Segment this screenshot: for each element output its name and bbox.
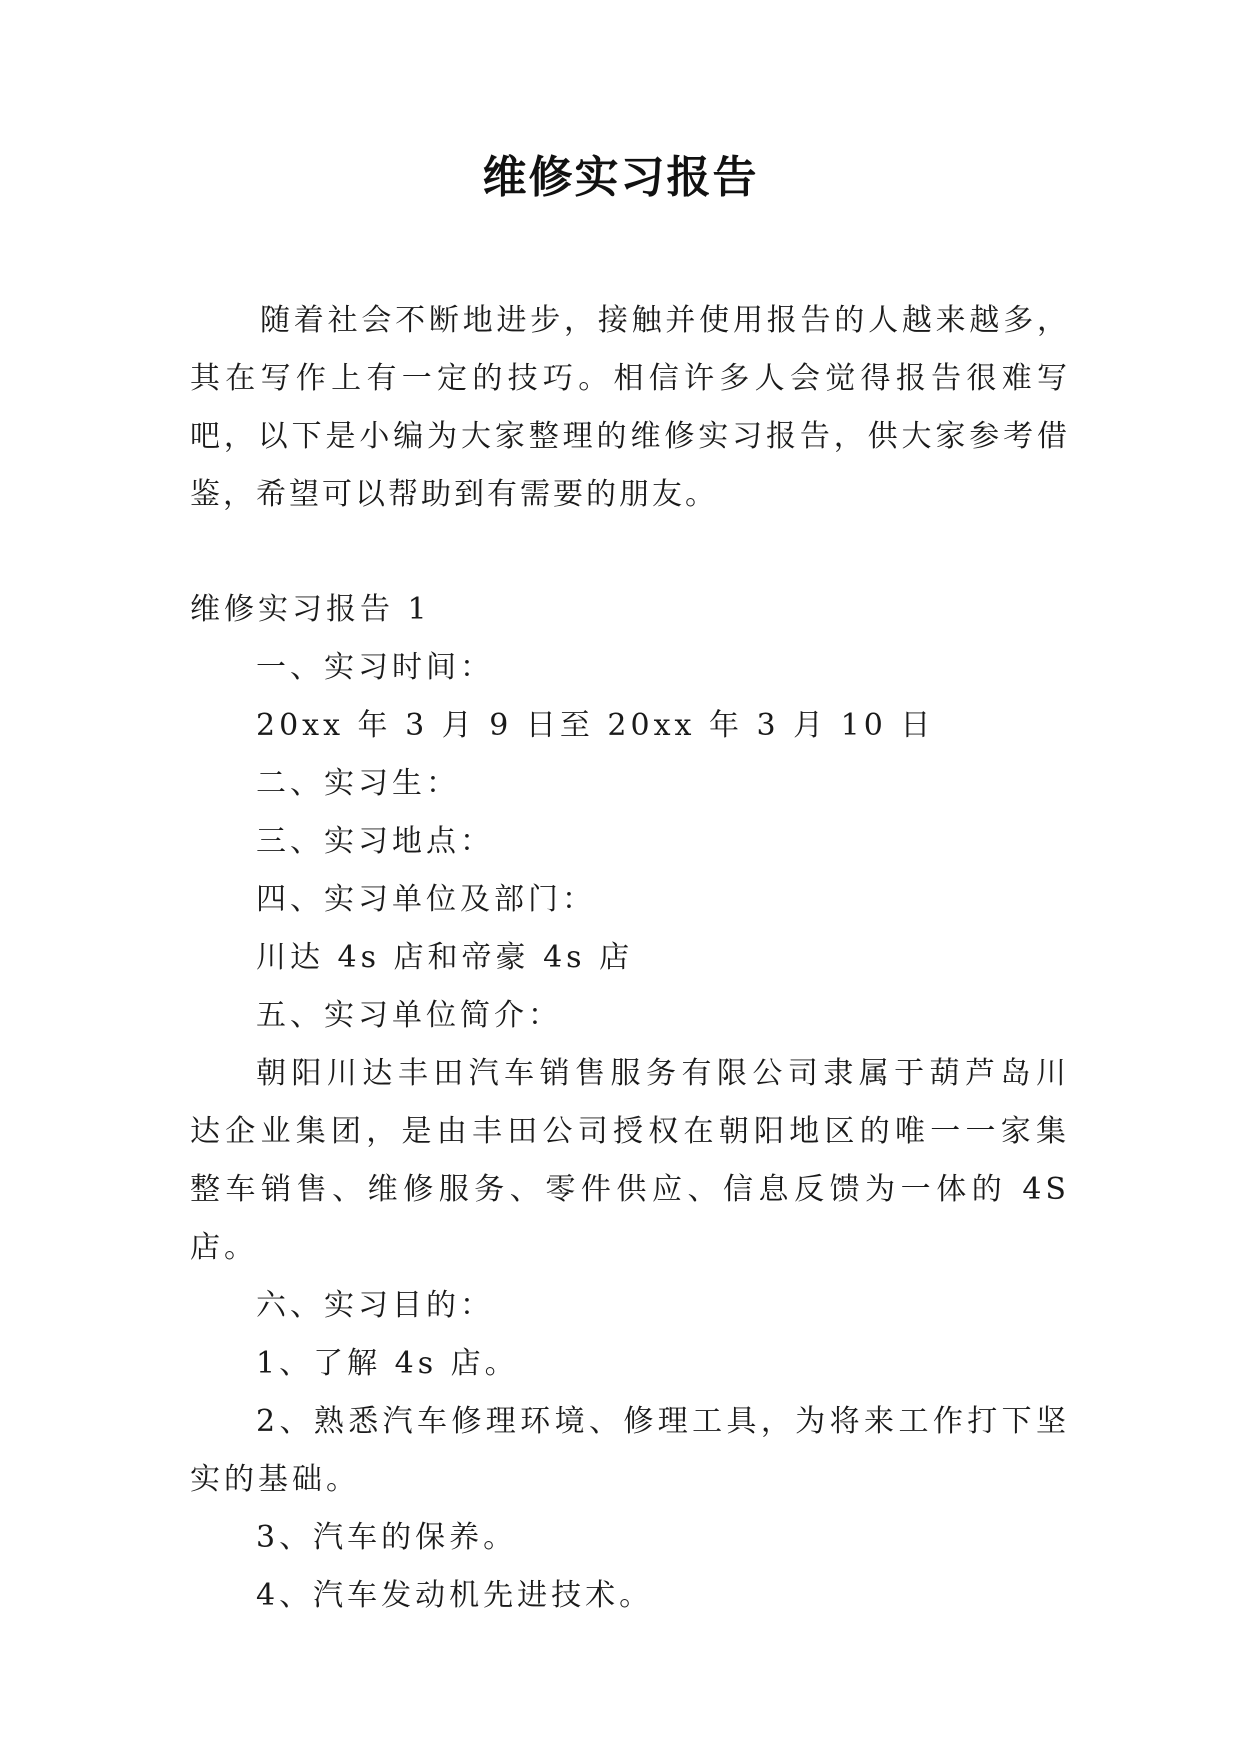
unit-heading: 四、实习单位及部门： <box>256 882 596 917</box>
unit-value: 川达 4s 店和帝豪 4s 店 <box>256 940 634 975</box>
purpose-item-4: 4、汽车发动机先进技术。 <box>256 1578 654 1613</box>
unit-intro-paragraph: 朝阳川达丰田汽车销售服务有限公司隶属于葫芦岛川达企业集团，是由丰田公司授权在朝阳地区的唯一一家集整车销售、维修服务、零件供应、信息反馈为一体的 4S 店。 <box>190 1056 1070 1265</box>
student-heading: 二、实习生： <box>256 766 460 801</box>
purpose-item-1: 1、了解 4s 店。 <box>256 1346 519 1381</box>
time-value: 20xx 年 3 月 9 日至 20xx 年 3 月 10 日 <box>256 708 935 743</box>
unit-intro-heading: 五、实习单位简介： <box>256 998 562 1033</box>
intro-paragraph: 随着社会不断地进步，接触并使用报告的人越来越多，其在写作上有一定的技巧。相信许多人会觉得报告很难写吧，以下是小编为大家整理的维修实习报告，供大家参考借鉴，希望可以帮助到有需要的朋友。 <box>190 303 1070 512</box>
location-heading: 三、实习地点： <box>256 824 494 859</box>
purpose-item-2: 2、熟悉汽车修理环境、修理工具，为将来工作打下坚实的基础。 <box>190 1404 1070 1497</box>
document-title: 维修实习报告 <box>482 152 759 203</box>
report-section-1 <box>190 581 1070 1625</box>
purpose-heading: 六、实习目的： <box>256 1288 494 1323</box>
purpose-item-3: 3、汽车的保养。 <box>256 1520 518 1555</box>
section-heading: 维修实习报告 1 <box>190 592 431 627</box>
time-heading: 一、实习时间： <box>256 650 494 685</box>
